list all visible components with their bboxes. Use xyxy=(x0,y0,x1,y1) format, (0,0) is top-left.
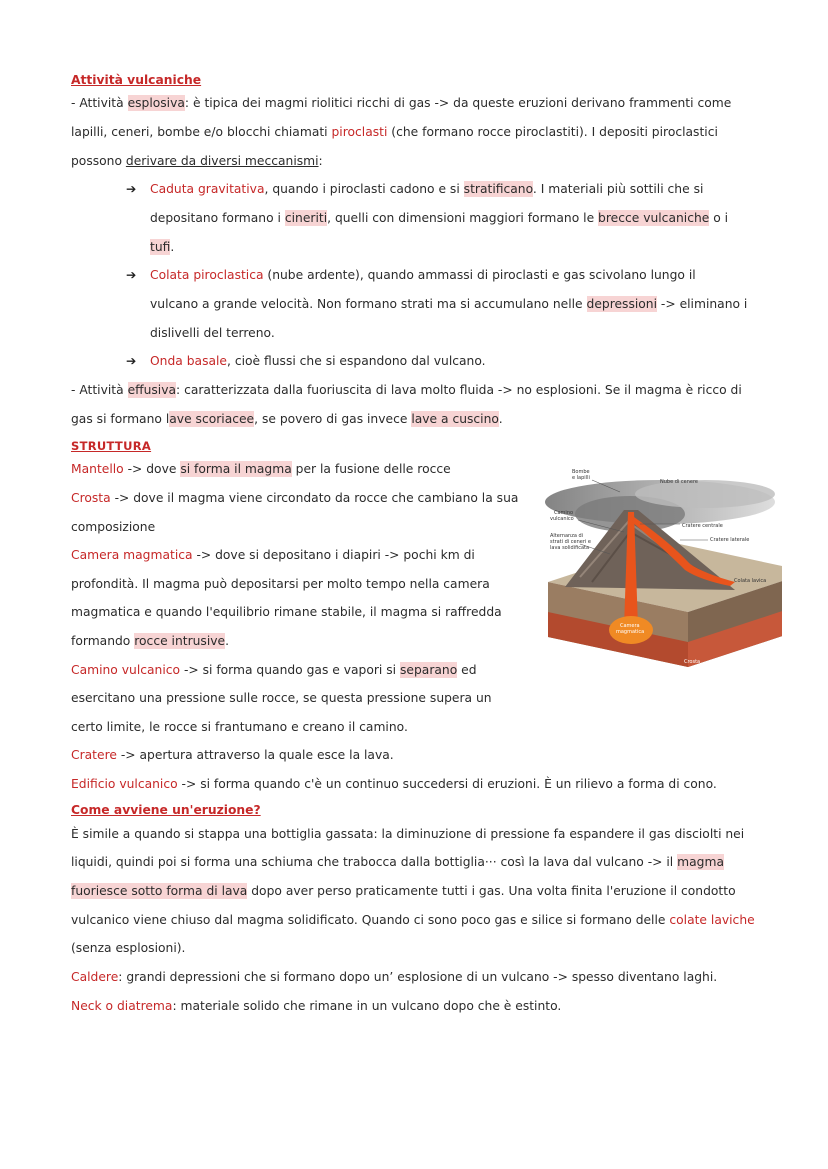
term-crosta: Crosta xyxy=(71,491,111,505)
highlight-cineriti: cineriti xyxy=(284,211,328,225)
highlight-magma-eruzione: magma xyxy=(677,855,724,869)
highlight-magma: si forma il magma xyxy=(180,462,292,476)
struttura-cratere: Cratere -> apertura attraverso la quale esce la lava. xyxy=(71,748,394,762)
highlight-effusiva: effusiva xyxy=(127,383,177,397)
struttura-camera-line-1: Camera magmatica -> dove si depositano i diapiri -> pochi km di xyxy=(71,548,475,562)
struttura-crosta-line-1: Crosta -> dove il magma viene circondato da rocce che cambiano la sua xyxy=(71,491,519,505)
label-alternanza-2: strati di ceneri e xyxy=(550,539,591,545)
term-onda-basale: Onda basale xyxy=(150,354,227,368)
arrow-bullet-icon: ➔ xyxy=(126,268,137,282)
struttura-camino-line-1: Camino vulcanico -> si forma quando gas e vapori si separano ed xyxy=(71,663,477,677)
label-cratere-centrale: Cratere centrale xyxy=(682,523,723,529)
label-nube: Nube di cenere xyxy=(660,479,698,485)
highlight-fuoriesce: fuoriesce sotto forma di lava xyxy=(71,884,248,898)
effusiva-line-2: gas si formano lave scoriacee, se povero di gas invece lave a cuscino. xyxy=(71,412,503,426)
underline-meccanismi: derivare da diversi meccanismi xyxy=(125,154,319,168)
label-crosta: Crosta xyxy=(684,659,701,665)
struttura-camino-line-3: certo limite, le rocce si frantumano e creano il camino. xyxy=(71,720,408,734)
highlight-rocce-intrusive: rocce intrusive xyxy=(134,634,226,648)
label-camino-2: vulcanico xyxy=(550,516,574,522)
section-title-struttura: STRUTTURA xyxy=(71,439,152,453)
effusiva-line-1: - Attività effusiva: caratterizzata dalla fuoriuscita di lava molto fluida -> no esplosioni. Se il magma è ricco di xyxy=(71,383,742,397)
term-colate-laviche: colate laviche xyxy=(669,913,755,927)
bullet-colata-line-3: dislivelli del terreno. xyxy=(150,326,275,340)
label-camino-1: Camino xyxy=(554,510,574,516)
esplosiva-line-2: lapilli, ceneri, bombe e/o blocchi chiamati piroclasti (che formano rocce piroclastiti). I depositi piroclastici xyxy=(71,125,718,139)
arrow-bullet-icon: ➔ xyxy=(126,354,137,368)
term-camino-vulcanico: Camino vulcanico xyxy=(71,663,181,677)
term-cratere: Cratere xyxy=(71,748,117,762)
label-alternanza-1: Alternanza di xyxy=(550,533,584,539)
label-colata-lavica: Colata lavica xyxy=(734,578,767,584)
eruzione-line-3: fuoriesce sotto forma di lava dopo aver perso praticamente tutti i gas. Una volta finita l'eruzione il condotto xyxy=(71,884,736,898)
label-mantello: Mantello xyxy=(680,670,702,676)
section-title-eruzione: Come avviene un'eruzione? xyxy=(71,803,261,817)
eruzione-line-4: vulcanico viene chiuso dal magma solidificato. Quando ci sono poco gas e silice si formano delle colate laviche xyxy=(71,913,755,927)
label-bombe-1: Bombe xyxy=(572,469,590,475)
term-neck: Neck o diatrema xyxy=(71,999,173,1013)
highlight-separano: separano xyxy=(400,663,458,677)
term-caduta-gravitativa: Caduta gravitativa xyxy=(150,182,265,196)
eruzione-neck: Neck o diatrema: materiale solido che rimane in un vulcano dopo che è estinto. xyxy=(71,999,562,1013)
eruzione-line-1: È simile a quando si stappa una bottiglia gassata: la diminuzione di pressione fa espandere il gas disciolti nei xyxy=(71,827,745,841)
bullet-caduta-line-2: depositano formano i cineriti, quelli con dimensioni maggiori formano le brecce vulcaniche o i xyxy=(150,211,729,225)
highlight-stratificano: stratificano xyxy=(463,182,533,196)
arrow-bullet-icon: ➔ xyxy=(126,182,137,196)
term-colata-piroclastica: Colata piroclastica xyxy=(150,268,264,282)
term-camera-magmatica: Camera magmatica xyxy=(71,548,193,562)
eruzione-caldere: Caldere: grandi depressioni che si formano dopo un’ esplosione di un vulcano -> spesso diventano laghi. xyxy=(71,970,718,984)
highlight-lave-cuscino: lave a cuscino xyxy=(411,412,499,426)
label-bombe-2: e lapilli xyxy=(572,475,590,481)
volcano-diagram xyxy=(520,462,782,692)
highlight-depressioni: depressioni xyxy=(586,297,658,311)
struttura-crosta-line-2: composizione xyxy=(71,520,156,534)
label-camera-1: Camera xyxy=(620,623,640,629)
highlight-tufi: tufi xyxy=(150,240,171,254)
term-mantello: Mantello xyxy=(71,462,124,476)
eruzione-line-5: (senza esplosioni). xyxy=(71,941,186,955)
struttura-camera-line-2: profondità. Il magma può depositarsi per molto tempo nella camera xyxy=(71,577,490,591)
bullet-colata-line-2: vulcano a grande velocità. Non formano strati ma si accumulano nelle depressioni -> eliminano i xyxy=(150,297,748,311)
esplosiva-line-1: - Attività esplosiva: è tipica dei magmi riolitici ricchi di gas -> da queste eruzioni derivano frammenti come xyxy=(71,96,732,110)
section-title-attivita: Attività vulcaniche xyxy=(71,73,202,87)
struttura-camera-line-3: magmatica e quando l'equilibrio rimane stabile, il magma si raffredda xyxy=(71,605,502,619)
highlight-brecce: brecce vulcaniche xyxy=(598,211,710,225)
bullet-caduta-line-1: Caduta gravitativa, quando i piroclasti cadono e si stratificano. I materiali più sottili che si xyxy=(150,182,704,196)
esplosiva-line-3: possono derivare da diversi meccanismi: xyxy=(71,154,323,168)
struttura-edificio: Edificio vulcanico -> si forma quando c'è un continuo succedersi di eruzioni. È un rilievo a forma di cono. xyxy=(71,777,717,791)
struttura-mantello: Mantello -> dove si forma il magma per la fusione delle rocce xyxy=(71,462,451,476)
highlight-lave-scoriacee: ave scoriacee xyxy=(169,412,255,426)
bullet-caduta-line-3: tufi. xyxy=(150,240,175,254)
bullet-onda-line-1: Onda basale, cioè flussi che si espandono dal vulcano. xyxy=(150,354,486,368)
struttura-camera-line-4: formando rocce intrusive. xyxy=(71,634,230,648)
label-camera-2: magmatica xyxy=(616,629,645,635)
highlight-esplosiva: esplosiva xyxy=(127,96,185,110)
term-edificio-vulcanico: Edificio vulcanico xyxy=(71,777,178,791)
term-caldere: Caldere xyxy=(71,970,119,984)
eruzione-line-2: liquidi, quindi poi si forma una schiuma che trabocca dalla bottiglia··· così la lava dal vulcano -> il magma xyxy=(71,855,724,869)
bullet-colata-line-1: Colata piroclastica (nube ardente), quando ammassi di piroclasti e gas scivolano lungo il xyxy=(150,268,696,282)
term-piroclasti: piroclasti xyxy=(331,125,388,139)
struttura-camino-line-2: esercitano una pressione sulle rocce, se questa pressione supera un xyxy=(71,691,492,705)
label-cratere-laterale: Cratere laterale xyxy=(710,537,750,543)
label-alternanza-3: lava solidificata xyxy=(550,545,590,551)
